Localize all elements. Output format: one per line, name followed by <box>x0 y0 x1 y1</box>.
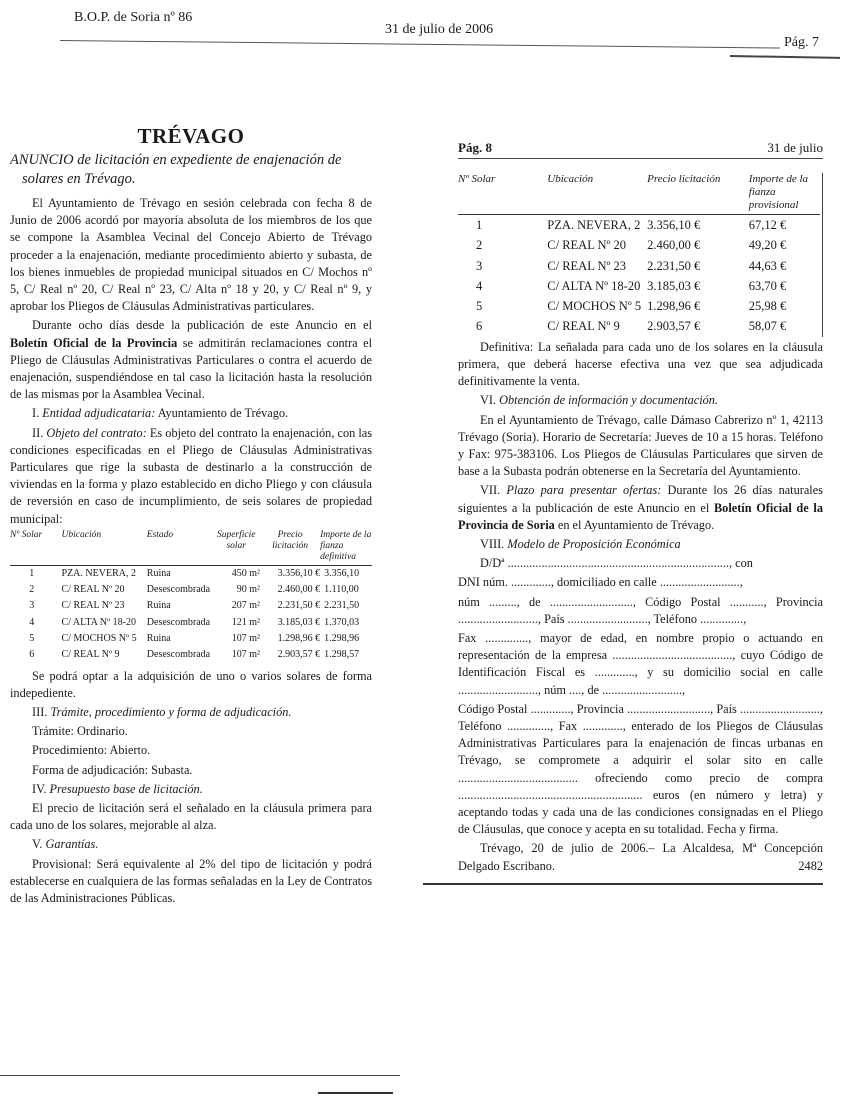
table-cell: Ruina <box>146 600 171 612</box>
closing <box>458 840 823 874</box>
paragraph-4: El precio de licitación será el señalado en la cláusula primera para cada uno de los solares, mejorable al alza. <box>10 801 372 833</box>
s6-label: VI. <box>480 393 500 408</box>
form-line-1: D/Dª ........................................................................, con <box>480 556 753 571</box>
table-row <box>458 215 820 236</box>
table-cell: PZA. NEVERA, 2 <box>61 567 136 579</box>
table-cell: 3.356,10 € <box>647 218 701 232</box>
table-cell: 1.298,96 <box>324 633 360 645</box>
paragraph-6: En el Ayuntamiento de Trévago, calle Dámaso Cabrerizo nº 1, 42113 Trévago (Soria). Horario de Secretaría: Jueves de 10 a 15 horas. Teléfono y Fax: 975-383106. Los Pliegos de Cláusulas Particulares que sirven de base a la Subasta podrán obtenerse en la Secretaría del Ayuntamiento. <box>458 412 823 479</box>
table-cell: 58,07 € <box>748 319 787 334</box>
col2-ubicacion: Ubicación <box>535 173 647 215</box>
page-8-header <box>458 140 823 159</box>
table-cell: C/ REAL Nº 20 <box>547 238 627 253</box>
table-cell: 2.231,50 <box>324 600 360 612</box>
section-3 <box>10 704 372 721</box>
section-8 <box>458 536 823 553</box>
table-cell: 67,12 € <box>748 218 787 232</box>
col-estado: Estado <box>147 530 213 566</box>
table-cell: Desescombrada <box>146 584 211 596</box>
table-cell: 1.298,96 € <box>277 633 321 645</box>
header-rule <box>60 40 780 49</box>
table-row <box>10 565 372 582</box>
table-cell: 3.185,03 € <box>647 278 701 293</box>
table-cell: 3 <box>476 258 483 273</box>
reference-number: 2482 <box>798 858 823 873</box>
solares-table <box>10 530 372 664</box>
table-cell: 1 <box>29 567 35 579</box>
section-7 <box>458 482 823 534</box>
p2-text-c: se admitirán reclamaciones contra el Pliego de Cláusulas Administrativas Particulares o contra el acuerdo de enajenación, suspendiéndose en tal caso la licitación hasta la resolución de las mismas por la Asamblea Vecinal. <box>10 335 372 402</box>
footer-rule-short <box>318 1092 393 1094</box>
table-cell: 2.460,00 € <box>277 584 321 596</box>
table-cell: PZA. NEVERA, 2 <box>547 218 641 232</box>
definitiva: Definitiva: La señalada para cada uno de los solares en la cláusula primera, que deberá hacerse efectiva una vez que sea adjudicada definitivamente la venta. <box>458 339 823 389</box>
table-cell: 107 m² <box>231 649 261 661</box>
col-solar: Nº Solar <box>10 530 54 566</box>
s3-label: III. <box>32 705 51 720</box>
table-cell: 2 <box>476 238 483 253</box>
table-cell: 1.370,03 <box>324 616 360 628</box>
table-cell: C/ MOCHOS Nº 5 <box>61 633 137 645</box>
p2-text-a: Durante ocho días desde la publicación de este Anuncio en el <box>32 318 372 333</box>
paragraph-5: Provisional: Será equivalente al 2% del tipo de licitación y podrá establecerse en cualquiera de las formas señaladas en la Ley de Contratos de las Administraciones Públicas. <box>10 856 372 906</box>
header-left: B.O.P. de Soria nº 86 <box>74 10 193 25</box>
s2-title: Objeto del contrato: <box>46 425 147 440</box>
s7-label: VII. <box>480 483 507 498</box>
section-1 <box>10 405 372 422</box>
s2-label: II. <box>32 425 47 440</box>
s8-label: VIII. <box>480 537 508 552</box>
table-cell: 107 m² <box>231 633 261 645</box>
col-ubicacion: Ubicación <box>54 530 147 566</box>
table-cell: 90 m² <box>236 584 261 596</box>
table-cell: 121 m² <box>231 616 261 628</box>
table-cell: Desescombrada <box>146 649 211 661</box>
s1-label: I. <box>32 406 43 421</box>
s5-title: Garantías. <box>45 837 99 852</box>
table-row <box>10 647 372 663</box>
left-column <box>10 123 372 909</box>
header-page: Pág. 7 <box>784 35 819 50</box>
subtitle-line-2: solares en Trévago. <box>22 171 136 187</box>
header-rule-short <box>730 55 840 59</box>
table-cell: 3 <box>29 600 35 612</box>
paragraph-1: El Ayuntamiento de Trévago en sesión celebrada con fecha 8 de Junio de 2006 acordó por mayoría absoluta de los miembros de los que se compone la Asamblea Vecinal del Concejo Abierto de Trévago proceder a la enajenación, mediante procedimiento abierto y subasta, de los bienes inmuebles de propiedad municipal situados en C/ Mochos nº 5, C/ Real nº 20, C/ Real nº 23, C/ Alta nº 18 y 20, y C/ Real nº 9, y aprobar los Pliegos de Cláusulas Administrativas particulares. <box>10 196 372 314</box>
fianza-table-wrap <box>458 173 823 337</box>
p2-bold: Boletín Oficial de la Provincia <box>10 335 178 350</box>
col2-fianza: Importe de la fianza provisional <box>749 173 820 215</box>
table-cell: C/ REAL Nº 20 <box>61 584 125 596</box>
s1-title: Entidad adjudicataria: <box>42 406 156 421</box>
s5-label: V. <box>32 837 46 852</box>
table-cell: 1 <box>476 218 483 232</box>
s3-title: Trámite, procedimiento y forma de adjudicación. <box>50 705 292 720</box>
table-cell: 450 m² <box>231 567 261 579</box>
table-cell: Ruina <box>146 633 171 645</box>
table-cell: 6 <box>29 649 35 661</box>
table-cell: C/ REAL Nº 9 <box>547 319 620 334</box>
s4-title: Presupuesto base de licitación. <box>49 781 203 796</box>
form-line-2: DNI núm. ............., domiciliado en calle .........................., <box>458 575 743 590</box>
table-cell: 44,63 € <box>748 258 787 273</box>
article-subtitle <box>10 151 372 189</box>
header-date: 31 de julio de 2006 <box>385 22 494 37</box>
page-8-label: Pág. 8 <box>458 140 492 155</box>
s7-title: Plazo para presentar ofertas: <box>506 483 662 498</box>
paragraph-2 <box>10 317 372 403</box>
table-row <box>10 615 372 631</box>
s7-text-b: en el Ayuntamiento de Trévago. <box>554 517 715 532</box>
table-cell: 4 <box>476 278 483 293</box>
table-cell: 2.231,50 € <box>647 258 701 273</box>
table-cell: C/ MOCHOS Nº 5 <box>547 299 642 314</box>
table-row <box>458 296 820 316</box>
table-row <box>10 582 372 598</box>
table-cell: 2.903,57 € <box>277 649 321 661</box>
s4-label: IV. <box>32 781 50 796</box>
section-4 <box>10 781 372 798</box>
table-cell: C/ REAL Nº 23 <box>547 258 627 273</box>
table-cell: 1.110,00 <box>324 584 359 596</box>
table-cell: 6 <box>476 319 483 334</box>
tramite: Trámite: Ordinario. <box>32 724 128 739</box>
table-cell: 1.298,57 <box>324 649 360 661</box>
table-cell: Ruina <box>146 567 171 579</box>
s8-title: Modelo de Proposición Económica <box>507 537 681 552</box>
table-cell: 2.231,50 € <box>277 600 321 612</box>
table-cell: 3.356,10 € <box>277 567 321 579</box>
article-title: TRÉVAGO <box>137 124 245 148</box>
col2-solar: Nº Solar <box>458 173 535 215</box>
page-8-date: 31 de julio <box>767 140 823 155</box>
table-cell: 49,20 € <box>748 238 787 253</box>
table-cell: 4 <box>29 616 35 628</box>
table-cell: Desescombrada <box>146 616 211 628</box>
footer-rule <box>0 1075 400 1076</box>
section-5 <box>10 836 372 853</box>
procedimiento: Procedimiento: Abierto. <box>32 743 151 758</box>
table-row <box>458 235 820 255</box>
table-cell: 2.903,57 € <box>647 319 701 334</box>
form-line-5: Código Postal ............., Provincia ..........................., País .........................., Teléfono .............., Fax ............., enterado de los Pliegos de Cláusulas Administrativas Particulares para la enajenación de fincas urbanas en Trévago, se compromete a adquirir el solar sito en calle ....................................... ofreciendo como precio de compra ............................................................ euros (en número y letra) y aceptando todas y cada una de las condiciones consignadas en el Pliego de Cláusulas, que conoce y acepta en su totalidad. Fecha y firma. <box>458 701 823 837</box>
table-cell: 2 <box>29 584 35 596</box>
col2-precio: Precio licitación <box>647 173 749 215</box>
table-row <box>10 598 372 614</box>
table-cell: C/ ALTA Nº 18-20 <box>61 616 136 628</box>
subtitle-line-1: ANUNCIO de licitación en expediente de enajenación de <box>10 152 342 168</box>
end-rule <box>423 883 823 885</box>
s6-title: Obtención de información y documentación. <box>499 393 719 408</box>
paragraph-3: Se podrá optar a la adquisición de uno o varios solares de forma indepediente. <box>10 668 372 700</box>
table-cell: 207 m² <box>231 600 261 612</box>
closing-text: Trévago, 20 de julio de 2006.– La Alcaldesa, Mª Concepción Delgado Escribano. <box>458 841 823 873</box>
table-cell: 63,70 € <box>748 278 787 293</box>
form-line-4: Fax .............., mayor de edad, en nombre propio o actuando en representación de la empresa ......................................., cuyo Código de Identificación Fiscal es ............., y su domicilio social en calle .........................., núm ...., de .........................., <box>458 631 823 697</box>
solares-table-header <box>10 530 372 566</box>
table-cell: C/ REAL Nº 9 <box>61 649 120 661</box>
form-line-3: núm ........., de ..........................., Código Postal ..........., Provincia .........................., País .........................., Teléfono .............., <box>458 594 823 626</box>
s2-text: Es objeto del contrato la enajenación, con las condiciones especificadas en el Pliego de Cláusulas Administrativas Particulares que rige la subasta de destinarlo a la construcción de viviendas en la forma y plazo establecido en dicho Pliego y con cláusula de reversión en caso de incumplimiento, de seis solares de propiedad municipal: <box>10 425 372 526</box>
table-cell: 2.460,00 € <box>647 238 701 253</box>
table-cell: 25,98 € <box>748 299 787 314</box>
right-column <box>458 140 823 885</box>
s7-bold: Boletín Oficial de la Provincia de Soria <box>458 500 823 532</box>
s1-text: Ayuntamiento de Trévago. <box>155 406 289 421</box>
table-cell: 1.298,96 € <box>647 299 701 314</box>
table-cell: C/ REAL Nº 23 <box>61 600 125 612</box>
table-cell: 3.356,10 <box>324 567 360 579</box>
col-precio: Precio licitación <box>260 530 320 566</box>
table-row <box>10 631 372 647</box>
forma-adjudicacion: Forma de adjudicación: Subasta. <box>32 762 193 777</box>
table-cell: C/ ALTA Nº 18-20 <box>547 278 641 293</box>
fianza-table <box>458 173 820 337</box>
table-cell: 3.185,03 € <box>277 616 321 628</box>
table-cell: 5 <box>29 633 35 645</box>
table-row <box>458 276 820 296</box>
s7-text-a: Durante los 26 días naturales siguientes a la publicación de este Anuncio en el <box>458 483 823 515</box>
col-fianza: Importe de la fianza definitiva <box>320 530 372 566</box>
col-superficie: Superficie solar <box>212 530 260 566</box>
section-6 <box>458 392 823 409</box>
table-cell: 5 <box>476 299 483 314</box>
fianza-table-header <box>458 173 820 215</box>
table-row <box>458 316 820 336</box>
section-2 <box>10 425 372 528</box>
table-row <box>458 256 820 276</box>
